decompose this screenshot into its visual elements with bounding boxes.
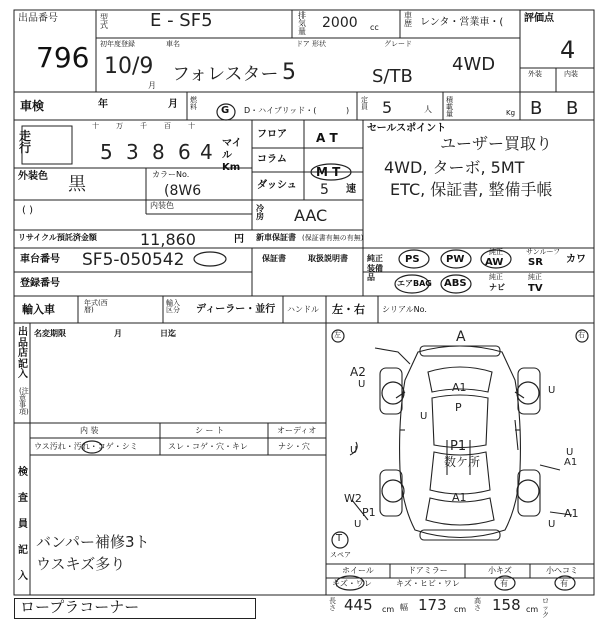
import-dealer-label: ディーラー・並行: [196, 304, 276, 315]
mirror-values: キズ・ヒビ・ワレ: [396, 579, 460, 588]
equip-tv: TV: [528, 283, 543, 294]
warranty-mark: 保証書: [262, 254, 286, 263]
sales-point-1: ユーザー買取り: [440, 134, 553, 153]
sales-point-2: 4WD, ターボ, 5MT: [384, 158, 525, 177]
import-label: 輸入車: [22, 303, 55, 316]
grade-label: 評価点: [524, 13, 554, 24]
mark-u-4: U: [354, 519, 362, 530]
ac-value: AAC: [294, 206, 328, 225]
mileage-unit-2: 万: [116, 122, 123, 130]
mark-u-7: U: [420, 411, 428, 422]
small-scratch-value: 有: [500, 579, 508, 588]
column-label: コラム: [257, 154, 287, 165]
model-label: 型式: [100, 13, 108, 30]
floor-label: フロア: [257, 129, 287, 140]
load-label: 積載量: [446, 96, 453, 118]
equipment-label: 純正装備品: [367, 254, 383, 283]
color-code-label: カラーNo.: [152, 170, 190, 179]
equip-ps: PS: [405, 254, 420, 265]
parking-note: 数ケ所: [444, 455, 481, 469]
first-reg-month: 月: [148, 81, 156, 90]
mark-a1-rear: A1: [564, 507, 579, 520]
interior-audio-label: オーディオ: [277, 426, 317, 435]
capacity-value: 5: [382, 98, 393, 117]
mark-a2: A2: [350, 365, 366, 379]
height-label: 高さ: [474, 597, 481, 612]
mark-a1-right: A1: [564, 457, 578, 468]
color-code-value: (8W6: [164, 183, 202, 199]
first-reg-value: 10/9: [104, 54, 154, 79]
exterior-grade: B: [530, 98, 543, 119]
notes-side-sub: (注意事項): [19, 387, 29, 416]
lot-number: 796: [36, 41, 90, 74]
exterior-label: 外装: [528, 70, 542, 78]
car-name-value: フォレスター: [172, 64, 279, 85]
diagram-right-mark: 右: [578, 331, 585, 339]
displacement-label: 排気量: [298, 11, 306, 36]
mileage-unit-4: 百: [164, 122, 171, 130]
width-value: 173: [418, 596, 447, 614]
height-value: 158: [492, 596, 521, 614]
capacity-unit: 人: [424, 105, 432, 114]
mark-p1-left: P1: [362, 506, 376, 519]
import-year-label: 年式(西暦): [84, 299, 108, 314]
wheel-values: キズ・ワレ: [332, 579, 372, 588]
inspection-year: 年: [98, 99, 108, 110]
sales-points-label: セールスポイント: [367, 123, 447, 134]
grade-field-label: グレード: [384, 40, 412, 48]
notes-side-label: 出品店記入: [18, 327, 28, 380]
equip-pw: PW: [446, 254, 465, 265]
recycle-unit: 円: [234, 234, 244, 245]
serial-label: シリアルNo.: [382, 305, 427, 314]
width-unit: cm: [454, 605, 467, 614]
interior-seat-label: シ ー ト: [195, 426, 225, 435]
inspection-label: 車検: [20, 99, 45, 113]
equip-navi: ナビ: [489, 283, 505, 292]
mileage-unit-label: マイル Km: [222, 138, 242, 173]
mark-u-5: U: [548, 519, 556, 530]
length-unit: cm: [382, 605, 395, 614]
fuel-diesel: D・ハイブリッド・(: [244, 106, 317, 115]
mileage-digit-4: 6: [178, 140, 191, 164]
inspection-month: 月: [168, 99, 178, 110]
length-value: 445: [344, 596, 373, 614]
car-name-label: 車名: [166, 40, 180, 48]
color-paren: ( ): [22, 205, 33, 216]
equip-navi-sub: 純正: [489, 273, 503, 281]
displacement-value: 2000: [322, 15, 358, 31]
speed-value: 5: [320, 182, 329, 198]
fuel-close: ): [346, 106, 350, 115]
color-value: 黒: [68, 174, 86, 195]
registration-label: 登録番号: [20, 278, 60, 289]
mileage-unit-1: 十: [92, 122, 99, 130]
mark-a1-trunk: A1: [452, 491, 467, 504]
load-unit: Kg: [506, 109, 516, 117]
inspector-note-2: ウスキズ多り: [36, 555, 126, 573]
mark-u-3: U: [566, 447, 574, 458]
chassis-value: SF5-050542: [82, 250, 185, 270]
speed-label: 速: [346, 184, 356, 195]
at-label: A T: [316, 131, 338, 145]
small-dent-label: 小ヘコミ: [546, 566, 578, 575]
first-reg-label: 初年度登録: [100, 40, 135, 48]
interior-inner-label: 内 装: [80, 426, 99, 435]
small-scratch-label: 小キズ: [488, 566, 512, 575]
manual-label: 取扱説明書: [308, 254, 348, 263]
wheel-label: ホイール: [342, 566, 374, 575]
lot-label: 出品番号: [18, 13, 58, 24]
color-label: 外装色: [18, 171, 48, 182]
mark-a1-hood: A1: [452, 381, 467, 394]
vehicle-type-value: レンタ・営業車・(: [420, 17, 504, 28]
fuel-label: 燃料: [190, 96, 197, 111]
ac-label: 冷房: [256, 204, 264, 221]
mark-a-front: A: [456, 329, 466, 345]
interior-grade: B: [566, 98, 579, 119]
inspector-side-label: 検査員記入: [18, 467, 28, 582]
model-value: E - SF5: [150, 10, 213, 31]
width-label: 幅: [400, 603, 408, 612]
equip-aw: AW: [485, 257, 504, 268]
mileage-digit-5: 4: [200, 140, 213, 164]
mt-label: M T: [316, 165, 341, 179]
interior-color-label: 内装色: [150, 201, 174, 210]
mileage-digit-3: 8: [152, 140, 165, 164]
deadline-day: 日迄: [160, 329, 176, 338]
mileage-digit-1: 5: [100, 140, 113, 164]
mark-u-1: U: [358, 379, 366, 390]
equip-aw-sub: 純正: [489, 248, 503, 256]
warranty-label: 新車保証書: [256, 233, 296, 242]
import-category-label: 輸入区分: [166, 299, 180, 314]
mark-u-6: U: [350, 445, 358, 456]
mark-p1-center: P1: [450, 439, 467, 454]
length-label: 長さ: [329, 597, 336, 612]
warranty-note: (保証書有無の有無): [302, 234, 364, 242]
handle-label: ハンドル: [287, 305, 319, 314]
deadline-month: 月: [114, 329, 122, 338]
equip-sr-sub: サンルーフ: [526, 248, 561, 256]
recycle-label: リサイクル預託済金額: [18, 233, 97, 242]
grade-value: 4: [560, 36, 576, 64]
small-dent-value: 有: [560, 579, 568, 588]
height-unit: cm: [526, 605, 539, 614]
diagram-left-mark: 左: [334, 331, 341, 339]
recycle-value: 11,860: [140, 230, 196, 249]
mileage-unit-5: 十: [188, 122, 195, 130]
equip-leather: カワ: [566, 254, 586, 265]
equip-abs: ABS: [444, 278, 467, 289]
drive-value: 4WD: [452, 54, 496, 75]
vehicle-type-label: 車歴: [404, 11, 412, 28]
rokku-label: ロック: [542, 597, 549, 619]
mileage-label: 走行: [19, 129, 32, 155]
mileage-unit-3: 千: [140, 122, 147, 130]
inspector-note-1: バンパー補修3ト: [36, 533, 150, 551]
handle-value: 左・右: [332, 303, 365, 316]
chassis-label: 車台番号: [20, 254, 60, 265]
mark-u-2: U: [548, 385, 556, 396]
fuel-gas: G: [221, 105, 230, 116]
capacity-label: 定員: [361, 96, 368, 111]
mileage-digit-2: 3: [126, 140, 139, 164]
grade-field-value: S/TB: [372, 66, 413, 87]
equip-tv-sub: 純正: [528, 273, 542, 281]
interior-label: 内装: [564, 70, 578, 78]
spare-label: スペア: [330, 551, 351, 559]
mark-w2: W2: [344, 492, 362, 505]
interior-audio-values: ナシ・穴: [278, 442, 310, 451]
door-shape-label: ドア 形状: [296, 40, 327, 48]
equip-sr: SR: [528, 257, 543, 268]
mirror-label: ドアミラー: [408, 566, 448, 575]
dash-label: ダッシュ: [257, 180, 297, 191]
mark-spare-t: T: [336, 533, 343, 544]
footer-corner: ロープラコーナー: [20, 598, 140, 616]
deadline-label: 名変期限: [34, 329, 66, 338]
equip-airbag: エアBAG: [397, 279, 432, 288]
sales-point-3: ETC, 保証書, 整備手帳: [390, 180, 553, 199]
mark-p-roof: P: [455, 401, 462, 414]
interior-inner-values: ウス汚れ・汚れ・コゲ・シミ: [34, 442, 138, 451]
door-value: 5: [282, 60, 296, 85]
interior-seat-values: スレ・コゲ・穴・キレ: [168, 442, 248, 451]
displacement-unit: cc: [370, 23, 379, 32]
